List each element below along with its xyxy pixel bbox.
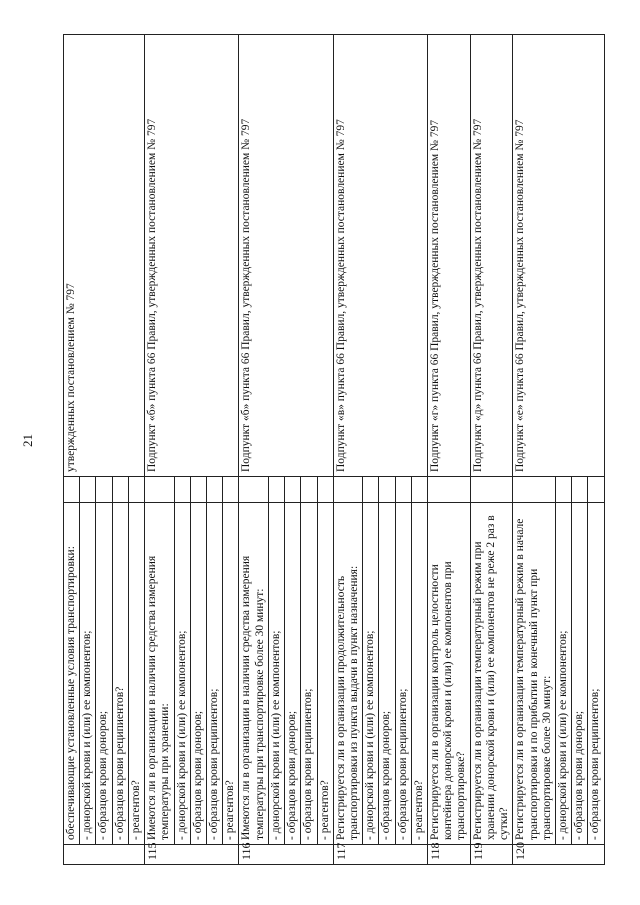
legal-reference: утвержденных постановлением № 797: [64, 35, 145, 477]
question-subitem: - образцов крови реципиентов;: [395, 503, 411, 845]
answer-cell: [223, 477, 239, 503]
answer-cell: [588, 477, 604, 503]
question-text: Имеются ли в организации в наличии средства измерения температуры при хранении:: [145, 503, 174, 845]
question-subitem: - реагентов?: [128, 503, 144, 845]
table-row: [64, 35, 80, 865]
answer-cell: [333, 477, 362, 503]
table-row: [239, 35, 268, 865]
legal-reference: Подпункт «г» пункта 66 Правил, утвержденных постановлением № 797: [428, 35, 471, 477]
checklist-table: [63, 34, 605, 865]
item-number: 119: [470, 845, 513, 865]
answer-cell: [572, 477, 588, 503]
answer-cell: [174, 477, 190, 503]
question-subitem: - образцов крови доноров;: [285, 503, 301, 845]
answer-cell: [285, 477, 301, 503]
legal-reference: Подпункт «б» пункта 66 Правил, утвержденных постановлением № 797: [145, 35, 239, 477]
answer-cell: [363, 477, 379, 503]
answer-cell: [556, 477, 572, 503]
item-number: [64, 845, 145, 865]
answer-cell: [395, 477, 411, 503]
question-subitem: - образцов крови реципиентов?: [112, 503, 128, 845]
question-subitem: - донорской крови и (или) ее компонентов;: [80, 503, 96, 845]
answer-cell: [190, 477, 206, 503]
question-subitem: - образцов крови доноров;: [190, 503, 206, 845]
question-subitem: - реагентов?: [411, 503, 427, 845]
answer-cell: [145, 477, 174, 503]
table-row: [145, 35, 174, 865]
table-row: [470, 35, 513, 865]
answer-cell: [428, 477, 471, 503]
answer-cell: [301, 477, 317, 503]
item-number: 115: [145, 845, 239, 865]
answer-cell: [239, 477, 268, 503]
legal-reference: Подпункт «в» пункта 66 Правил, утвержденных постановлением № 797: [333, 35, 427, 477]
table-row: [428, 35, 471, 865]
question-text: обеспечивающие установленные условия транспортировки:: [64, 503, 80, 845]
answer-cell: [96, 477, 112, 503]
table-row: [333, 35, 362, 865]
question-subitem: - донорской крови и (или) ее компонентов;: [174, 503, 190, 845]
answer-cell: [379, 477, 395, 503]
answer-cell: [112, 477, 128, 503]
question-subitem: - образцов крови доноров;: [572, 503, 588, 845]
answer-cell: [513, 477, 556, 503]
answer-cell: [206, 477, 222, 503]
legal-reference: Подпункт «д» пункта 66 Правил, утвержденных постановлением № 797: [470, 35, 513, 477]
question-subitem: - донорской крови и (или) ее компонентов;: [363, 503, 379, 845]
question-text: Регистрируется ли в организации контроль целостности контейнера донорской крови и (или) ее компонентов при транспортировке?: [428, 503, 471, 845]
question-subitem: - образцов крови реципиентов;: [301, 503, 317, 845]
question-text: Регистрируется ли в организации продолжительность транспортировки из пункта выдачи в пункт назначения:: [333, 503, 362, 845]
question-subitem: - образцов крови доноров;: [379, 503, 395, 845]
answer-cell: [128, 477, 144, 503]
answer-cell: [470, 477, 513, 503]
page-number: 21: [20, 434, 35, 447]
question-text: Регистрируется ли в организации температурный режим в начале транспортировки и по прибытии в конечный пункт при транспортировке более 30 минут:: [513, 503, 556, 845]
answer-cell: [80, 477, 96, 503]
answer-cell: [64, 477, 80, 503]
checklist-table-rotated: [63, 35, 640, 865]
question-subitem: - реагентов?: [223, 503, 239, 845]
table-row: [513, 35, 556, 865]
question-text: Имеются ли в организации в наличии средства измерения температуры при транспортировке более 30 минут:: [239, 503, 268, 845]
legal-reference: Подпункт «е» пункта 66 Правил, утвержденных постановлением № 797: [513, 35, 604, 477]
answer-cell: [411, 477, 427, 503]
question-text: Регистрируется ли в организации температурный режим при хранении донорской крови и (или) ее компонентов не реже 2 раз в сутки?: [470, 503, 513, 845]
item-number: 117: [333, 845, 427, 865]
legal-reference: Подпункт «б» пункта 66 Правил, утвержденных постановлением № 797: [239, 35, 333, 477]
question-subitem: - донорской крови и (или) ее компонентов;: [268, 503, 284, 845]
item-number: 116: [239, 845, 333, 865]
question-subitem: - образцов крови доноров;: [96, 503, 112, 845]
question-subitem: - образцов крови реципиентов;: [588, 503, 604, 845]
answer-cell: [268, 477, 284, 503]
item-number: 118: [428, 845, 471, 865]
checklist-body: [64, 35, 605, 865]
item-number: 120: [513, 845, 604, 865]
question-subitem: - реагентов?: [317, 503, 333, 845]
question-subitem: - донорской крови и (или) ее компонентов;: [556, 503, 572, 845]
answer-cell: [317, 477, 333, 503]
question-subitem: - образцов крови реципиентов;: [206, 503, 222, 845]
